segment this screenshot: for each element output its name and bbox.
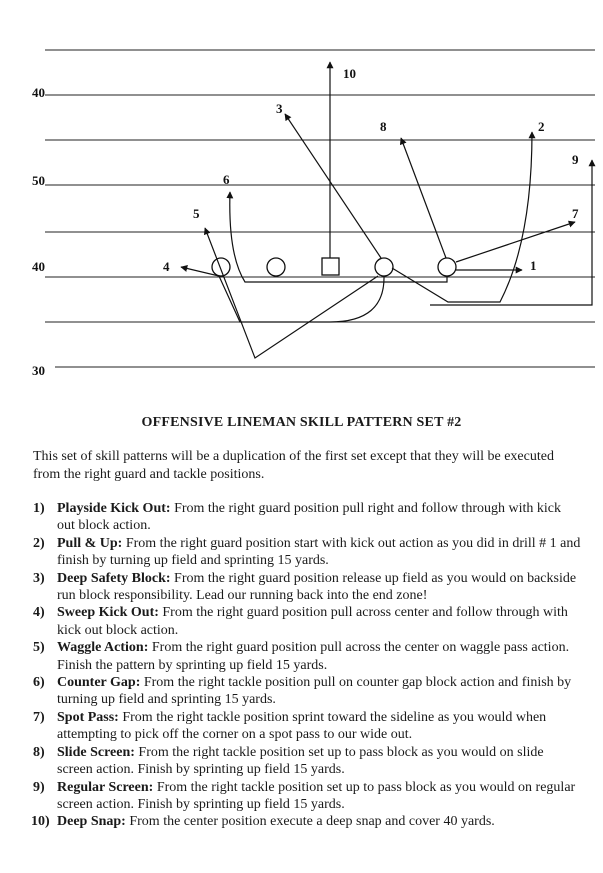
route-number: 10 bbox=[343, 66, 356, 81]
route-4 bbox=[181, 267, 384, 322]
item-desc: From the right guard position start with kick out action as you did in drill # 1 and finish by turning up field and sprinting 15 yards. bbox=[57, 535, 581, 569]
lineman-left-tackle bbox=[212, 258, 230, 276]
item-name: Sweep Kick Out: bbox=[57, 605, 159, 621]
page-title: OFFENSIVE LINEMAN SKILL PATTERN SET #2 bbox=[141, 415, 462, 430]
yard-label: 40 bbox=[32, 259, 45, 274]
list-item bbox=[33, 674, 581, 709]
item-name: Spot Pass: bbox=[57, 709, 119, 725]
route-5 bbox=[205, 228, 378, 358]
list-item bbox=[33, 779, 581, 814]
item-name: Deep Safety Block: bbox=[57, 570, 171, 586]
item-number: 6) bbox=[33, 675, 45, 691]
item-desc: From the right guard position pull across center and follow through with kick out block action. bbox=[57, 605, 568, 638]
item-name: Deep Snap: bbox=[57, 814, 126, 830]
list-item bbox=[33, 535, 581, 570]
item-number: 9) bbox=[33, 779, 45, 795]
route-number: 9 bbox=[572, 152, 579, 167]
item-desc: From the right guard position pull right and follow through with kick out block action. bbox=[57, 501, 561, 534]
route-number: 5 bbox=[193, 206, 200, 221]
lineman-left-guard bbox=[267, 258, 285, 276]
route-number: 1 bbox=[530, 258, 537, 273]
route-number: 3 bbox=[276, 101, 283, 116]
item-desc: From the center position execute a deep snap and cover 40 yards. bbox=[129, 814, 495, 830]
item-number: 5) bbox=[33, 640, 45, 656]
item-number: 3) bbox=[33, 570, 45, 586]
item-name: Regular Screen: bbox=[57, 779, 154, 795]
route-number: 2 bbox=[538, 119, 545, 134]
route-number: 6 bbox=[223, 172, 230, 187]
routes bbox=[181, 62, 592, 358]
route-number: 7 bbox=[572, 206, 579, 221]
item-desc: From the right tackle position set up to pass block as you would on slide screen action. Finish by sprinting up field 15 yards. bbox=[57, 744, 544, 778]
list-item bbox=[33, 604, 581, 639]
play-diagram bbox=[0, 0, 603, 385]
list-item bbox=[33, 500, 581, 535]
item-number: 2) bbox=[33, 535, 45, 551]
list-item bbox=[33, 709, 581, 744]
pattern-list bbox=[33, 500, 581, 831]
route-number: 4 bbox=[163, 259, 170, 274]
item-desc: From the right guard position release up field as you would on backside run block responsibility. Lead our running back into the end zone! bbox=[57, 570, 577, 604]
item-desc: From the right guard position pull across the center on waggle pass action. Finish the pattern by sprinting up field 15 yards. bbox=[57, 640, 570, 673]
lineman-right-tackle bbox=[438, 258, 456, 276]
item-name: Slide Screen: bbox=[57, 744, 135, 760]
item-name: Playside Kick Out: bbox=[57, 501, 171, 516]
item-desc: From the right tackle position set up to pass block as you would on regular screen action. Finish by sprinting up field 15 yards. bbox=[57, 779, 576, 812]
yard-label: 50 bbox=[32, 173, 45, 188]
item-desc: From the right tackle position sprint toward the sideline as you would when attempting to pick off the corner on a spot pass to our wide out. bbox=[57, 709, 547, 743]
list-item bbox=[33, 570, 581, 605]
item-name: Counter Gap: bbox=[57, 675, 141, 691]
item-name: Pull & Up: bbox=[57, 535, 123, 551]
item-number: 1) bbox=[33, 501, 45, 516]
item-desc: From the right tackle position pull on counter gap block action and finish by turning up field and sprinting 15 yards. bbox=[57, 675, 572, 708]
list-item bbox=[33, 744, 581, 779]
yard-label: 40 bbox=[32, 85, 45, 100]
route-8 bbox=[401, 138, 446, 258]
route-7 bbox=[456, 222, 575, 262]
intro-paragraph: This set of skill patterns will be a duplication of the first set except that they will be executed from the right guard and tackle positions. bbox=[33, 449, 554, 482]
item-number: 10) bbox=[31, 814, 50, 830]
lineman-center bbox=[322, 258, 339, 275]
lineman-right-guard bbox=[375, 258, 393, 276]
list-item bbox=[33, 639, 581, 674]
yard-label: 30 bbox=[32, 363, 45, 378]
field-lines bbox=[45, 50, 595, 367]
route-number: 8 bbox=[380, 119, 387, 134]
item-name: Waggle Action: bbox=[57, 640, 149, 656]
item-number: 8) bbox=[33, 744, 45, 760]
item-number: 7) bbox=[33, 709, 45, 725]
linemen bbox=[212, 258, 456, 276]
list-item bbox=[33, 813, 581, 830]
route-3 bbox=[285, 114, 381, 258]
item-number: 4) bbox=[33, 605, 45, 621]
